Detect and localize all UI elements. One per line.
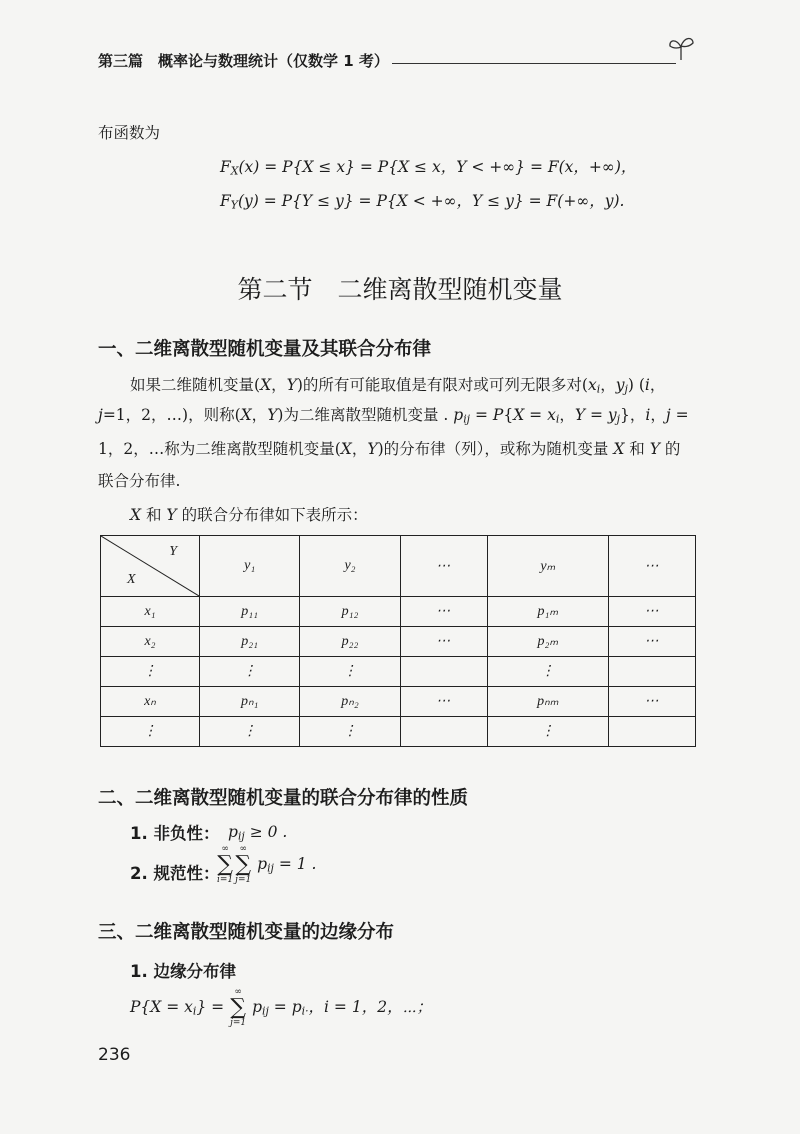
property-nonnegativity-formula: $p_{ij} \ge 0$ . bbox=[228, 823, 288, 843]
row-label: xₙ bbox=[101, 687, 200, 717]
running-header: 第三篇 概率论与数理统计（仅数学 1 考） bbox=[98, 52, 389, 70]
page-number: 236 bbox=[98, 1045, 131, 1065]
marginal-distribution-subheading: 1. 边缘分布律 bbox=[130, 962, 236, 981]
header-rule bbox=[392, 63, 676, 64]
table-header-row bbox=[101, 536, 696, 597]
table-cell bbox=[608, 657, 695, 687]
table-cell bbox=[400, 717, 487, 747]
table-cell: ⋮ bbox=[300, 657, 400, 687]
marginal-formula: $P\{X = x_i\}$ = ∞ ∑ j=1 $p_{ij} = p_{i\cdot}$，i = 1，2，⋯； bbox=[130, 987, 433, 1028]
table-row bbox=[101, 627, 696, 657]
table-cell: ⋮ bbox=[487, 717, 608, 747]
table-cell: ⋯ bbox=[400, 627, 487, 657]
property-normalization-label: 2. 规范性： bbox=[130, 864, 220, 883]
table-cell: pₙ₂ bbox=[300, 687, 400, 717]
intro-text: 布函数为 bbox=[98, 124, 161, 142]
table-row bbox=[101, 687, 696, 717]
row-label: x₁ bbox=[101, 597, 200, 627]
row-label: ⋮ bbox=[101, 657, 200, 687]
table-cell: pₙ₁ bbox=[200, 687, 300, 717]
sum-symbol: ∞ ∑ j=1 bbox=[235, 844, 252, 885]
property-nonnegativity-label: 1. 非负性： bbox=[130, 824, 220, 843]
table-row bbox=[101, 717, 696, 747]
section-title: 第二节 二维离散型随机变量 bbox=[237, 275, 563, 304]
part1-para-line3: 1，2，…称为二维离散型随机变量(X，Y)的分布律（列），或称为随机变量 X 和 Y 的 bbox=[98, 440, 681, 458]
part1-para-line4: 联合分布律. bbox=[98, 472, 181, 490]
table-cell: p₂₁ bbox=[200, 627, 300, 657]
part3-heading: 三、二维离散型随机变量的边缘分布 bbox=[98, 922, 395, 943]
sprout-icon bbox=[666, 32, 696, 62]
col-header: ⋯ bbox=[400, 536, 487, 597]
table-cell: ⋯ bbox=[608, 627, 695, 657]
table-cell: p₂ₘ bbox=[487, 627, 608, 657]
col-header: y₂ bbox=[300, 536, 400, 597]
table-caption: X 和 Y 的联合分布律如下表所示： bbox=[130, 506, 368, 524]
row-label: ⋮ bbox=[101, 717, 200, 747]
table-cell: ⋯ bbox=[400, 687, 487, 717]
col-header: y₁ bbox=[200, 536, 300, 597]
table-cell: p₁₁ bbox=[200, 597, 300, 627]
table-cell bbox=[400, 657, 487, 687]
joint-distribution-table bbox=[100, 535, 696, 747]
part2-heading: 二、二维离散型随机变量的联合分布律的性质 bbox=[98, 788, 469, 809]
property-normalization-formula: ∞ ∑ i=1 ∞ ∑ j=1 $p_{ij} = 1$ . bbox=[217, 844, 317, 885]
table-cell: ⋯ bbox=[608, 687, 695, 717]
table-cell: ⋮ bbox=[487, 657, 608, 687]
table-row bbox=[101, 597, 696, 627]
table-cell: p₁₂ bbox=[300, 597, 400, 627]
diagonal-line bbox=[101, 536, 199, 596]
corner-label-y: Y bbox=[169, 544, 177, 559]
formula-fy: $F_Y(y) = P\{Y \le y\} = P\{X$ < +∞，Y ≤ y} = F(+∞，y). bbox=[220, 192, 625, 212]
table-cell: ⋯ bbox=[608, 597, 695, 627]
table-cell: ⋮ bbox=[200, 657, 300, 687]
table-cell bbox=[608, 717, 695, 747]
table-cell: ⋯ bbox=[400, 597, 487, 627]
sum-symbol: ∞ ∑ i=1 bbox=[217, 844, 234, 885]
col-header: ⋯ bbox=[608, 536, 695, 597]
col-header: yₘ bbox=[487, 536, 608, 597]
table-cell: p₂₂ bbox=[300, 627, 400, 657]
row-label: x₂ bbox=[101, 627, 200, 657]
formula-fx: $F_X(x) = P\{X \le x\} = P\{X \le x$，Y < +∞} = F(x，+∞)， bbox=[220, 158, 637, 178]
table-cell: pₙₘ bbox=[487, 687, 608, 717]
part1-heading: 一、二维离散型随机变量及其联合分布律 bbox=[98, 339, 432, 360]
table-cell: ⋮ bbox=[200, 717, 300, 747]
table-cell: ⋮ bbox=[300, 717, 400, 747]
table-row bbox=[101, 657, 696, 687]
sum-symbol: ∞ ∑ j=1 bbox=[230, 987, 247, 1028]
part1-para-line1: 如果二维随机变量(X，Y)的所有可能取值是有限对或可列无限多对($x_i$，$y_j$) (i， bbox=[130, 376, 666, 396]
corner-label-x: X bbox=[127, 572, 136, 587]
table-cell: p₁ₘ bbox=[487, 597, 608, 627]
part1-para-line2: j=1，2，…)，则称(X，Y)为二维离散型随机变量 . $p_{ij} = P\{X = x_i$，$Y = y_j$}，i，j = bbox=[98, 406, 689, 426]
corner-cell bbox=[101, 536, 200, 597]
